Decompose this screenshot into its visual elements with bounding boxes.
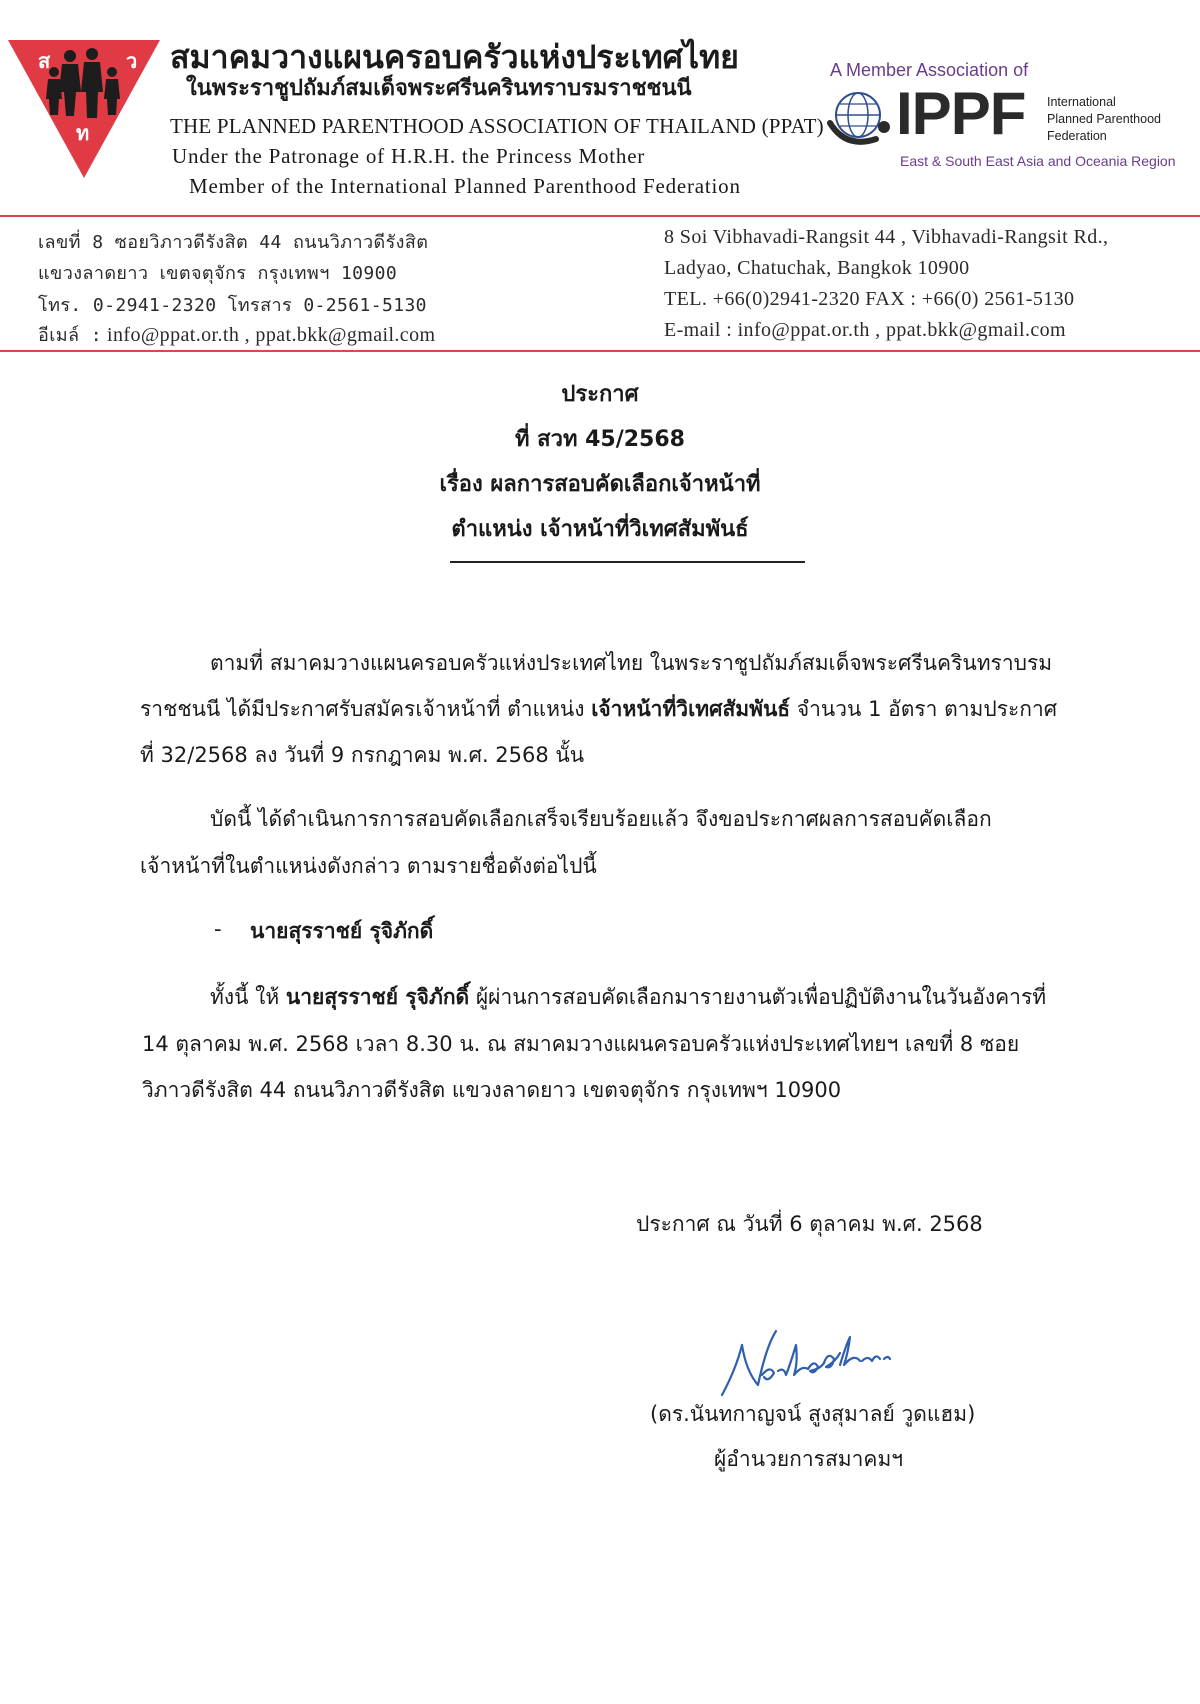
ippf-full-name-line-2: Planned Parenthood [1047, 112, 1161, 126]
email-thai-value: info@ppat.or.th , ppat.bkk@gmail.com [107, 324, 436, 346]
patronage-english: Under the Patronage of H.R.H. the Princess Mother [172, 144, 646, 168]
announcement-heading: ประกาศ [561, 382, 639, 407]
ippf-member-text: A Member Association of [830, 60, 1029, 80]
org-name-english: THE PLANNED PARENTHOOD ASSOCIATION OF THAILAND (PPAT) [170, 114, 824, 138]
paragraph-2-line-1: บัดนี้ ได้ดำเนินการการสอบคัดเลือกเสร็จเรียบร้อยแล้ว จึงขอประกาศผลการสอบคัดเลือก [210, 807, 992, 831]
announcement-position: ตำแหน่ง เจ้าหน้าที่วิเทศสัมพันธ์ [451, 517, 749, 542]
email-english [664, 319, 1066, 342]
paragraph-3-line-3: วิภาวดีรังสิต 44 ถนนวิภาวดีรังสิต แขวงลาดยาว เขตจตุจักร กรุงเทพฯ 10900 [142, 1078, 842, 1102]
header-divider-bottom [0, 350, 1200, 352]
title-underline [450, 561, 805, 563]
address-thai-line-1: เลขที่ 8 ซอยวิภาวดีรังสิต 44 ถนนวิภาวดีรังสิต [38, 232, 429, 253]
paragraph-1-line-2-text-a: ราชชนนี ได้มีประกาศรับสมัครเจ้าหน้าที่ ตำแหน่ง [140, 697, 592, 721]
address-english-line-1: 8 Soi Vibhavadi-Rangsit 44 , Vibhavadi-Rangsit Rd., [664, 226, 1109, 248]
signer-name: (ดร.นันทกาญจน์ สูงสุมาลย์ วูดแฮม) [650, 1402, 976, 1426]
phone-thai: โทร. 0-2941-2320 โทรสาร 0-2561-5130 [38, 295, 427, 316]
address-thai-line-2: แขวงลาดยาว เขตจตุจักร กรุงเทพฯ 10900 [38, 263, 398, 284]
position-name-bold: เจ้าหน้าที่วิเทศสัมพันธ์ [591, 697, 791, 721]
selected-candidate-name: นายสุรราชย์ รุจิภักดิ์ [250, 919, 434, 943]
phone-english: TEL. +66(0)2941-2320 FAX : +66(0) 2561-5130 [664, 288, 1075, 310]
paragraph-1-line-2-text-b: จำนวน 1 อัตรา ตามประกาศ [790, 697, 1058, 721]
announcement-number: ที่ สวท 45/2568 [515, 427, 685, 452]
paragraph-3-line-1-text-a: ทั้งนี้ ให้ [210, 985, 286, 1009]
membership-english: Member of the International Planned Parenthood Federation [189, 174, 741, 198]
ippf-region: East & South East Asia and Oceania Region [900, 153, 1176, 169]
paragraph-1-line-2 [140, 693, 1057, 726]
announcement-date: ประกาศ ณ วันที่ 6 ตุลาคม พ.ศ. 2568 [636, 1212, 983, 1236]
ippf-full-name [1047, 94, 1161, 145]
paragraph-3-line-1-text-b: ผู้ผ่านการสอบคัดเลือกมารายงานตัวเพื่อปฏิบัติงานในวันอังคารที่ [469, 985, 1047, 1009]
email-thai [38, 320, 435, 349]
paragraph-1-line-3: ที่ 32/2568 ลง วันที่ 9 กรกฎาคม พ.ศ. 2568 นั้น [140, 743, 585, 767]
patronage-thai: ในพระราชูปถัมภ์สมเด็จพระศรีนครินทราบรมราชชนนี [186, 76, 692, 101]
selected-dash: - [214, 917, 222, 941]
address-english-line-2: Ladyao, Chatuchak, Bangkok 10900 [664, 257, 970, 279]
org-name-thai: สมาคมวางแผนครอบครัวแห่งประเทศไทย [170, 38, 739, 76]
ippf-full-name-line-1: International [1047, 95, 1116, 109]
logo-letter-bottom: ท [76, 121, 90, 145]
email-english-value: info@ppat.or.th , ppat.bkk@gmail.com [737, 319, 1067, 341]
logo-letter-top-left: ส [38, 49, 51, 73]
ippf-globe-icon [826, 87, 894, 149]
paragraph-1-line-1: ตามที่ สมาคมวางแผนครอบครัวแห่งประเทศไทย ในพระราชูปถัมภ์สมเด็จพระศรีนครินทราบรม [210, 651, 1053, 675]
ippf-logo-word: IPPF [896, 80, 1026, 147]
email-english-label: E-mail : [664, 319, 733, 341]
ppat-logo [8, 40, 160, 180]
logo-letter-top-right: ว [126, 49, 138, 73]
ippf-full-name-line-3: Federation [1047, 129, 1107, 143]
paragraph-2-line-2: เจ้าหน้าที่ในตำแหน่งดังกล่าว ตามรายชื่อดังต่อไปนี้ [140, 854, 597, 878]
paragraph-3-line-1 [210, 981, 1046, 1014]
handwritten-signature [712, 1325, 926, 1399]
paragraph-3-line-2: 14 ตุลาคม พ.ศ. 2568 เวลา 8.30 น. ณ สมาคมวางแผนครอบครัวแห่งประเทศไทยฯ เลขที่ 8 ซอย [142, 1032, 1020, 1056]
signer-title: ผู้อำนวยการสมาคมฯ [714, 1447, 904, 1471]
header-divider-top [0, 215, 1200, 217]
candidate-name-bold: นายสุรราชย์ รุจิภักดิ์ [285, 985, 470, 1009]
email-thai-label: อีเมล์ : [38, 325, 102, 346]
announcement-subject: เรื่อง ผลการสอบคัดเลือกเจ้าหน้าที่ [439, 472, 761, 497]
